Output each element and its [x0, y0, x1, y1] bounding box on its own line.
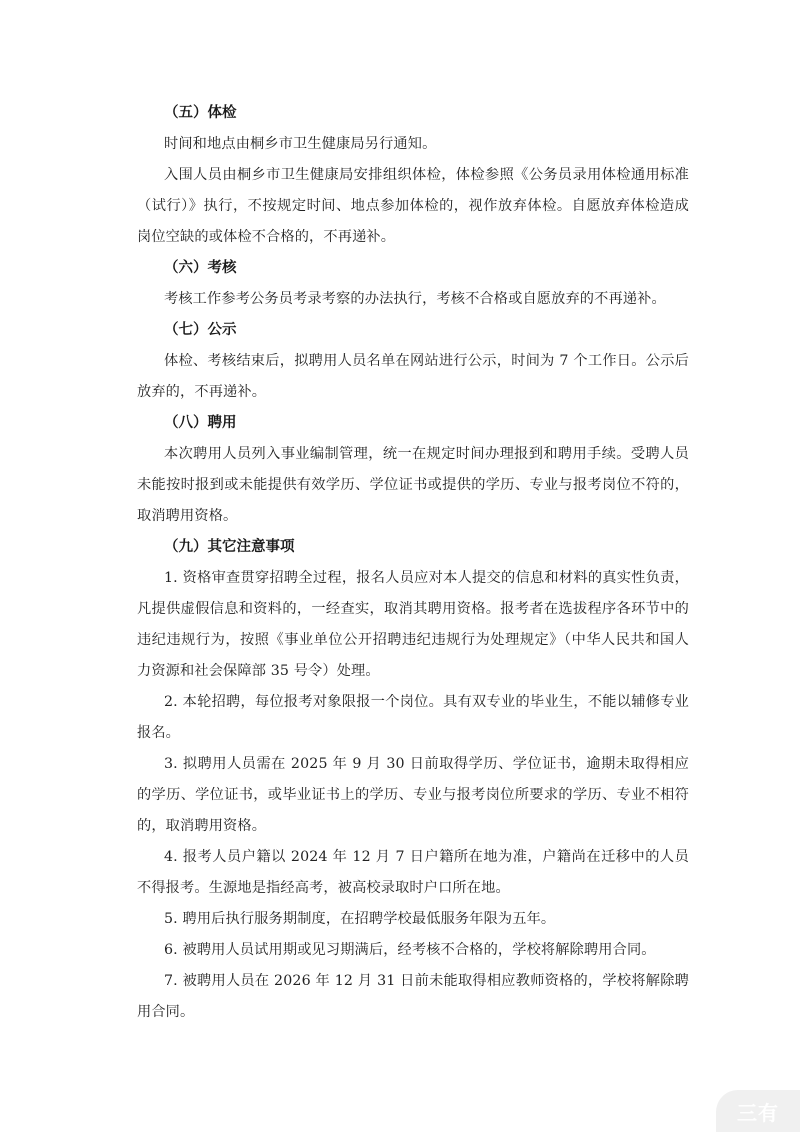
section-heading-tijian: （五）体检	[164, 105, 237, 121]
list-item-notice-4: 4. 报考人员户籍以 2024 年 12 月 7 日户籍所在地为准，户籍尚在迁移中的人员不得报考。生源地是指经高考，被高校录取时户口所在地。	[137, 849, 689, 896]
document-body	[137, 98, 689, 1028]
section-heading-pinyong: （八）聘用	[164, 415, 237, 431]
watermark-text: 三有	[737, 1100, 779, 1125]
section-heading-kaohe: （六）考核	[164, 260, 237, 276]
list-item-notice-6: 6. 被聘用人员试用期或见习期满后，经考核不合格的，学校将解除聘用合同。	[164, 942, 656, 958]
list-item-notice-5: 5. 聘用后执行服务期制度，在招聘学校最低服务年限为五年。	[164, 911, 556, 927]
paragraph-tijian-rules: 入围人员由桐乡市卫生健康局安排组织体检，体检参照《公务员录用体检通用标准（试行）》执行，不按规定时间、地点参加体检的，视作放弃体检。自愿放弃体检造成岗位空缺的或体检不合格的，不再递补。	[137, 167, 689, 245]
watermark-badge	[716, 1090, 800, 1132]
list-item-notice-2: 2. 本轮招聘，每位报考对象限报一个岗位。具有双专业的毕业生，不能以辅修专业报名。	[137, 694, 689, 741]
paragraph-pinyong: 本次聘用人员列入事业编制管理，统一在规定时间办理报到和聘用手续。受聘人员未能按时报到或未能提供有效学历、学位证书或提供的学历、专业与报考岗位不符的，取消聘用资格。	[137, 446, 689, 524]
list-item-notice-3: 3. 拟聘用人员需在 2025 年 9 月 30 日前取得学历、学位证书，逾期未取得相应的学历、学位证书，或毕业证书上的学历、专业与报考岗位所要求的学历、专业不相符的，取消聘用资格。	[137, 756, 689, 834]
paragraph-tijian-time: 时间和地点由桐乡市卫生健康局另行通知。	[164, 136, 437, 152]
section-heading-gongshi: （七）公示	[164, 322, 237, 338]
paragraph-gongshi: 体检、考核结束后，拟聘用人员名单在网站进行公示，时间为 7 个工作日。公示后放弃的，不再递补。	[137, 353, 689, 400]
section-heading-qita: （九）其它注意事项	[164, 539, 295, 555]
list-item-notice-1: 1. 资格审查贯穿招聘全过程，报名人员应对本人提交的信息和材料的真实性负责，凡提供虚假信息和资料的，一经查实，取消其聘用资格。报考者在选拔程序各环节中的违纪违规行为，按照《事业单位公开招聘违纪违规行为处理规定》（中华人民共和国人力资源和社会保障部 35 号令）处理。	[137, 570, 689, 679]
list-item-notice-7: 7. 被聘用人员在 2026 年 12 月 31 日前未能取得相应教师资格的，学校将解除聘用合同。	[137, 973, 689, 1020]
paragraph-kaohe: 考核工作参考公务员考录考察的办法执行，考核不合格或自愿放弃的不再递补。	[164, 291, 666, 307]
